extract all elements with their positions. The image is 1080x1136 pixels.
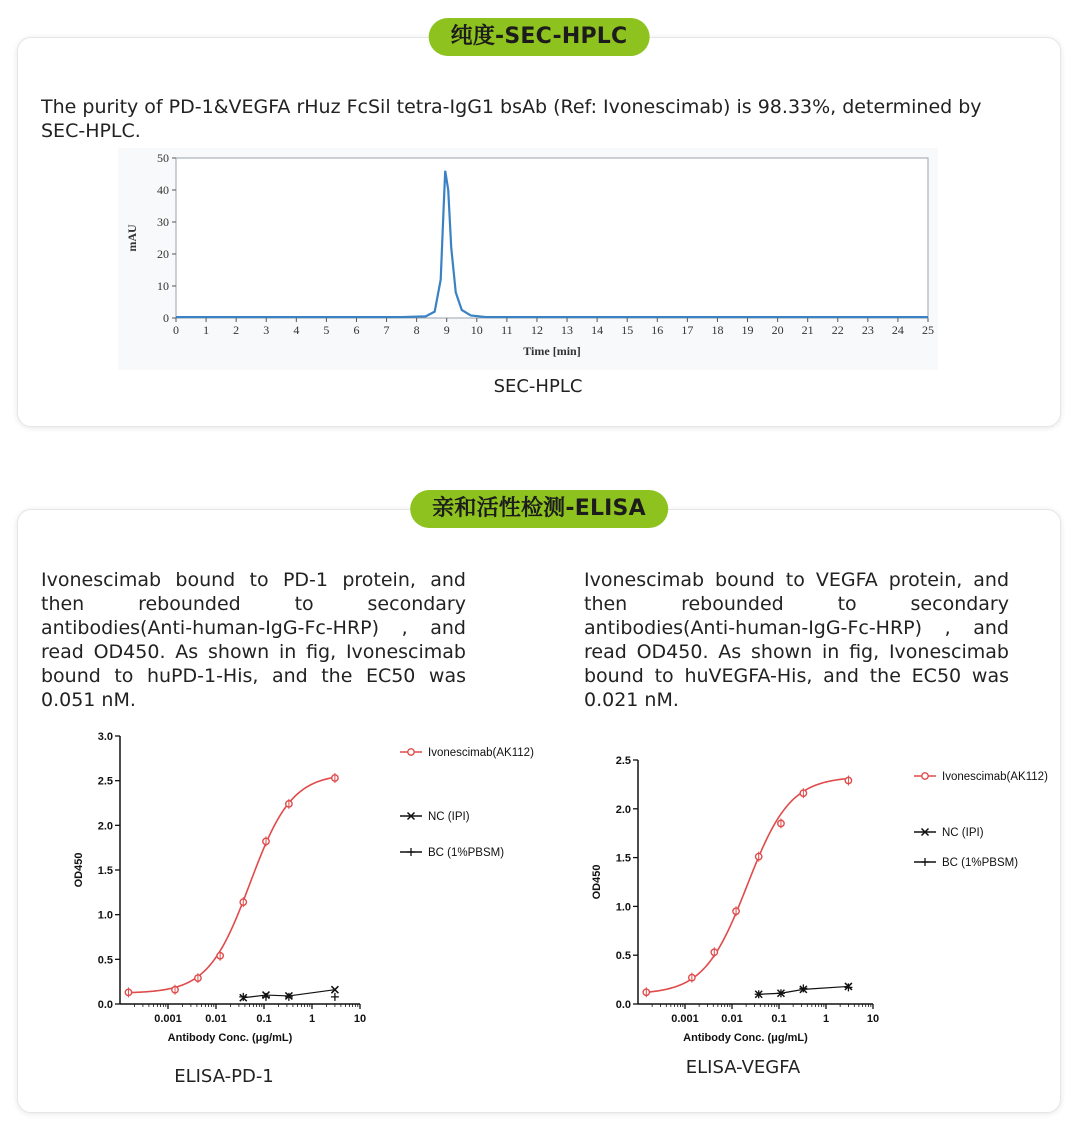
elisa-vegfa-description: Ivonescimab bound to VEGFA protein, and then rebounded to secondary antibodies(Anti-human-IgG-Fc-HRP) , and read OD450. As shown in fig, Ivonescimab bound to huVEGFA-His, and the EC50 was 0.021 nM. <box>584 569 1009 711</box>
x-tick-label: 10 <box>353 1013 367 1025</box>
x-tick-label: 12 <box>530 323 543 337</box>
y-axis-label: OD450 <box>591 864 603 900</box>
x-tick-label: 20 <box>771 323 784 337</box>
x-tick-label: 19 <box>741 323 754 337</box>
x-tick-label: 17 <box>681 323 694 337</box>
elisa-card <box>17 496 1061 1113</box>
y-tick-label: 0.5 <box>97 954 113 967</box>
y-tick-label: 1.5 <box>97 865 113 877</box>
x-tick-label: 1 <box>822 1013 830 1025</box>
y-tick-label: 10 <box>157 279 169 293</box>
legend-bc-label: BC (1%PBSM) <box>428 847 505 859</box>
y-axis-label: mAU <box>125 224 139 252</box>
section-title-purity: 纯度-SEC-HPLC <box>429 18 650 56</box>
y-tick-label: 2.5 <box>97 775 113 788</box>
x-tick-label: 0.001 <box>671 1013 699 1025</box>
x-tick-label: 1 <box>203 323 210 337</box>
y-tick-label: 0 <box>163 311 169 325</box>
legend-ivonescimab-marker <box>922 773 928 779</box>
y-tick-label: 0.5 <box>615 950 631 963</box>
y-tick-label: 50 <box>157 151 169 165</box>
elisa-pd1-caption: ELISA-PD-1 <box>174 1066 274 1087</box>
y-tick-label: 0.0 <box>615 999 631 1011</box>
section-title-elisa: 亲和活性检测-ELISA <box>410 490 668 528</box>
fit-curve <box>646 779 848 993</box>
fit-curve <box>128 777 334 992</box>
x-tick-label: 0.1 <box>771 1013 787 1025</box>
elisa-pd1-chart <box>58 728 538 1058</box>
legend-bc-marker <box>921 858 929 866</box>
x-tick-label: 1 <box>308 1013 316 1025</box>
x-tick-label: 0.001 <box>154 1013 182 1025</box>
x-tick-label: 10 <box>470 323 483 337</box>
y-tick-label: 40 <box>157 183 169 197</box>
x-tick-label: 0.01 <box>205 1013 227 1025</box>
x-axis-label: Time [min] <box>523 344 581 358</box>
y-tick-label: 3.0 <box>97 731 113 743</box>
plot-area <box>176 158 928 318</box>
x-tick-label: 11 <box>501 323 513 337</box>
legend-nc-label: NC (IPI) <box>428 811 470 823</box>
x-tick-label: 3 <box>263 323 270 337</box>
y-tick-label: 2.0 <box>97 820 113 833</box>
sec-hplc-chart <box>118 148 938 370</box>
y-tick-label: 30 <box>157 215 169 229</box>
x-tick-label: 9 <box>443 323 450 337</box>
x-tick-label: 5 <box>323 323 330 337</box>
y-tick-label: 1.0 <box>615 901 631 914</box>
legend-ivonescimab-marker <box>408 749 414 755</box>
x-tick-label: 13 <box>561 323 574 337</box>
x-tick-label: 24 <box>891 323 904 337</box>
x-tick-label: 2 <box>233 323 240 337</box>
x-tick-label: 7 <box>383 323 390 337</box>
elisa-vegfa-caption: ELISA-VEGFA <box>685 1057 801 1078</box>
data-point-bc <box>262 993 270 1001</box>
data-point-bc <box>331 993 339 1001</box>
x-tick-label: 22 <box>831 323 844 337</box>
legend-nc-label: NC (IPI) <box>942 827 984 839</box>
purity-description: The purity of PD-1&VEGFA rHuz FcSil tetra-IgG1 bsAb (Ref: Ivonescimab) is 98.33%, determined by SEC-HPLC. <box>41 96 982 142</box>
elisa-vegfa-chart <box>576 748 1056 1048</box>
x-tick-label: 21 <box>801 323 814 337</box>
x-axis-label: Antibody Conc. (μg/mL) <box>683 1032 808 1044</box>
x-tick-label: 15 <box>621 323 634 337</box>
y-tick-label: 0.0 <box>97 999 113 1011</box>
x-tick-label: 23 <box>861 323 874 337</box>
x-tick-label: 18 <box>711 323 724 337</box>
y-tick-label: 2.0 <box>615 803 631 816</box>
y-tick-label: 20 <box>157 247 169 261</box>
y-tick-label: 1.0 <box>97 909 113 922</box>
x-tick-label: 4 <box>293 323 300 337</box>
x-tick-label: 8 <box>413 323 420 337</box>
legend-bc-marker <box>407 848 415 856</box>
x-tick-label: 0.01 <box>721 1013 743 1025</box>
purity-card <box>17 24 1061 427</box>
x-tick-label: 0.1 <box>256 1013 272 1025</box>
legend-ivonescimab-label: Ivonescimab(AK112) <box>428 747 534 759</box>
x-tick-label: 16 <box>651 323 664 337</box>
x-tick-label: 25 <box>922 323 934 337</box>
y-tick-label: 2.5 <box>615 755 631 767</box>
elisa-pd1-description: Ivonescimab bound to PD-1 protein, and then rebounded to secondary antibodies(Anti-human-IgG-Fc-HRP) , and read OD450. As shown in fig, Ivonescimab bound to huPD-1-His, and the EC50 was 0.051 nM. <box>41 569 466 711</box>
sec-hplc-caption: SEC-HPLC <box>493 376 583 397</box>
y-tick-label: 1.5 <box>615 852 631 865</box>
y-axis-label: OD450 <box>73 852 85 888</box>
x-tick-label: 14 <box>591 323 604 337</box>
x-axis-label: Antibody Conc. (μg/mL) <box>167 1032 293 1044</box>
x-tick-label: 6 <box>353 323 360 337</box>
x-tick-label: 0 <box>173 323 179 337</box>
legend-bc-label: BC (1%PBSM) <box>942 857 1019 869</box>
legend-ivonescimab-label: Ivonescimab(AK112) <box>942 771 1048 783</box>
x-tick-label: 10 <box>866 1013 880 1025</box>
